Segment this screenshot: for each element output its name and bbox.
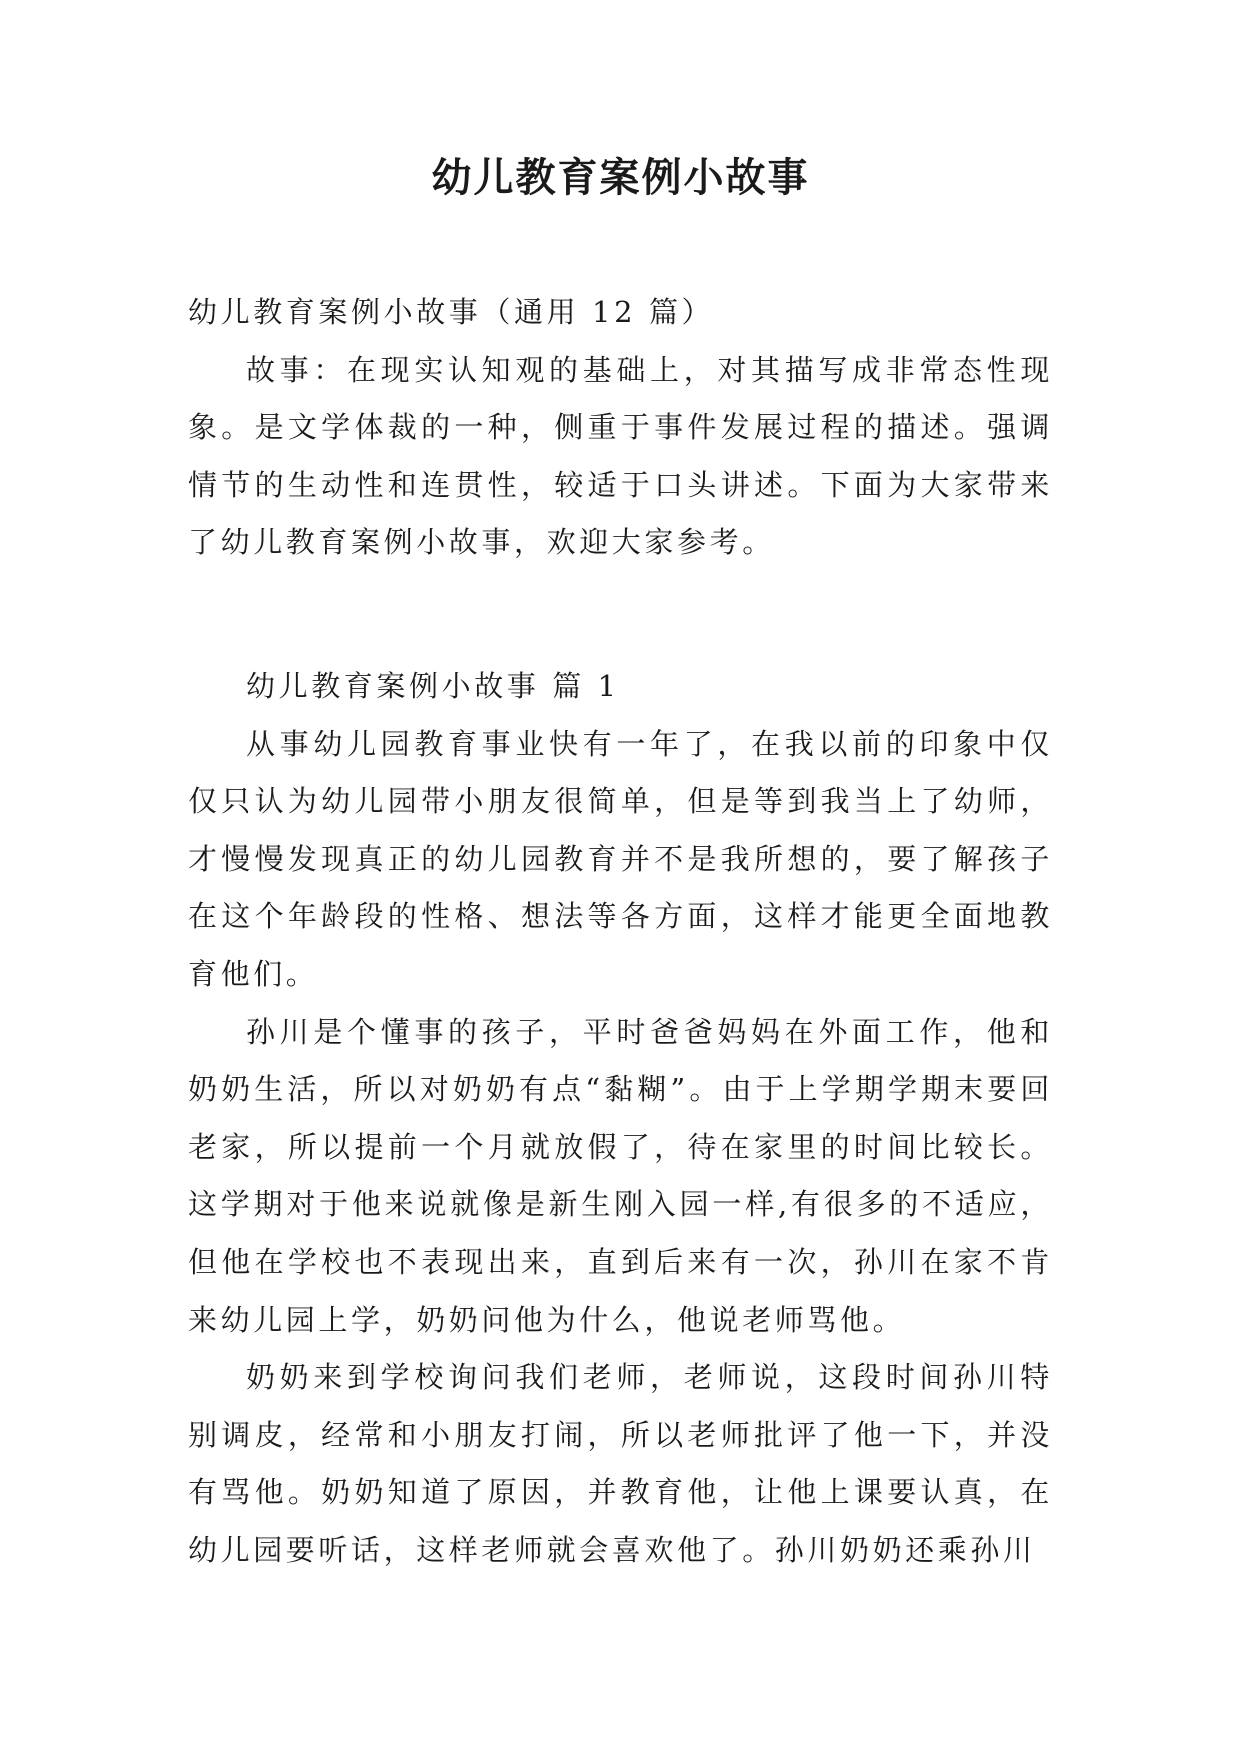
document-subtitle: 幼儿教育案例小故事（通用 12 篇）	[188, 295, 715, 329]
intro-paragraph: 故事：在现实认知观的基础上，对其描写成非常态性现象。是文学体裁的一种，侧重于事件发展过程的描述。强调情节的生动性和连贯性，较适于口头讲述。下面为大家带来了幼儿教育案例小故事，欢迎大家参考。	[188, 352, 1053, 560]
body-paragraph-1: 从事幼儿园教育事业快有一年了，在我以前的印象中仅仅只认为幼儿园带小朋友很简单，但是等到我当上了幼师，才慢慢发现真正的幼儿园教育并不是我所想的，要了解孩子在这个年龄段的性格、想法等各方面，这样才能更全面地教育他们。	[188, 726, 1053, 991]
section-heading: 幼儿教育案例小故事 篇 1	[246, 668, 620, 703]
document-body	[188, 284, 1053, 1579]
body-paragraph-3: 奶奶来到学校询问我们老师，老师说，这段时间孙川特别调皮，经常和小朋友打闹，所以老师批评了他一下，并没有骂他。奶奶知道了原因，并教育他，让他上课要认真，在幼儿园要听话，这样老师就会喜欢他了。孙川奶奶还乘孙川	[188, 1360, 1053, 1567]
body-paragraph-2: 孙川是个懂事的孩子，平时爸爸妈妈在外面工作，他和奶奶生活，所以对奶奶有点“黏糊”。由于上学期学期末要回老家，所以提前一个月就放假了，待在家里的时间比较长。这学期对于他来说就像是新生刚入园一样,有很多的不适应，但他在学校也不表现出来，直到后来有一次，孙川在家不肯来幼儿园上学，奶奶问他为什么，他说老师骂他。	[188, 1014, 1053, 1337]
document-title: 幼儿教育案例小故事	[431, 154, 810, 201]
